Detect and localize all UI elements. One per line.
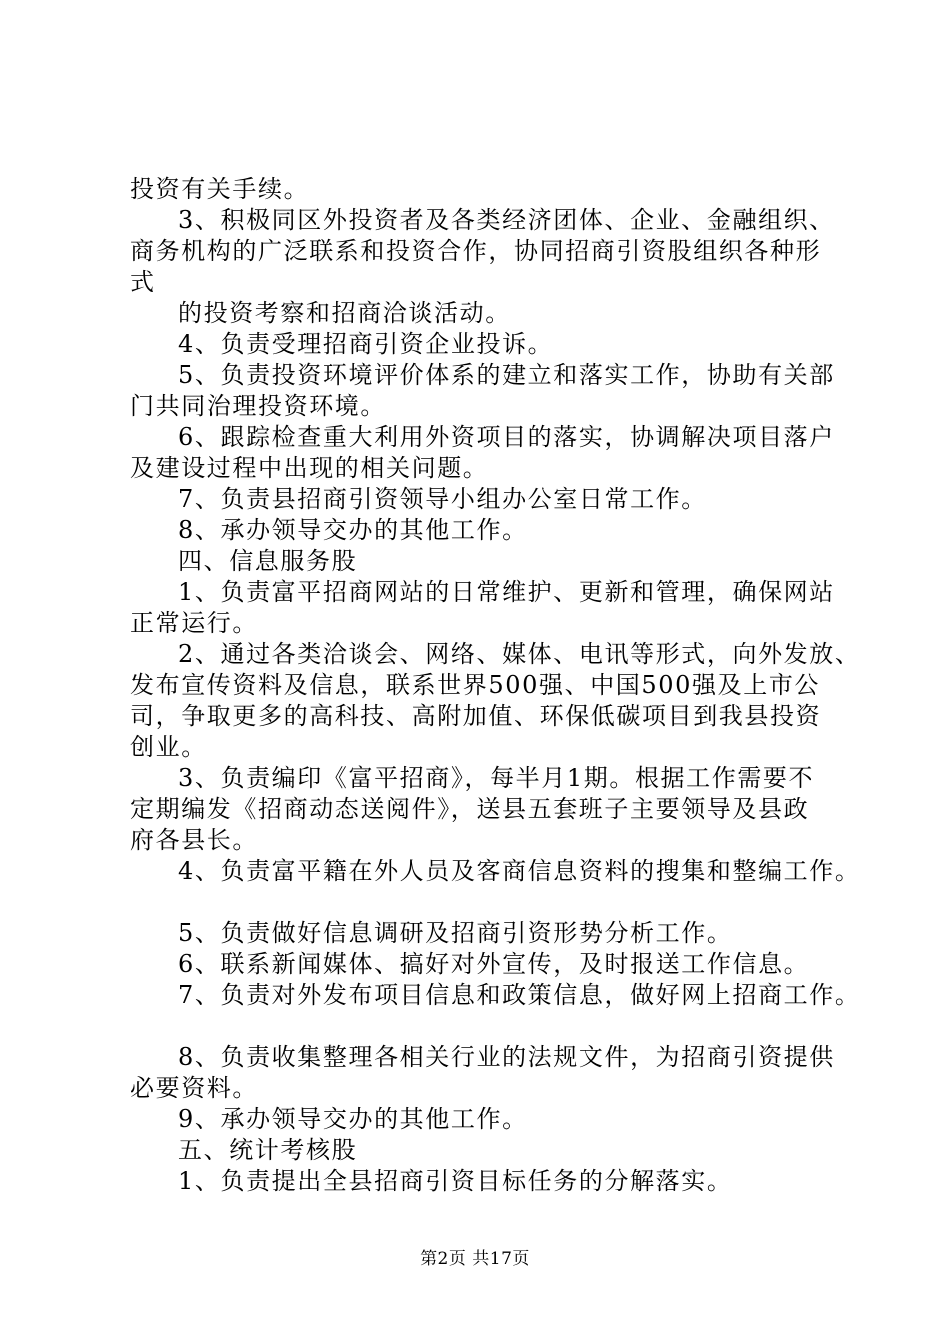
text-line: 式 <box>130 268 156 296</box>
paragraph-gap <box>130 1011 870 1042</box>
text-line: 8、负责收集整理各相关行业的法规文件，为招商引资提供 <box>178 1043 835 1071</box>
text-line: 6、联系新闻媒体、搞好对外宣传，及时报送工作信息。 <box>178 950 810 978</box>
text-line: 1、负责提出全县招商引资目标任务的分解落实。 <box>178 1167 733 1195</box>
page-number-footer: 第2页 共17页 <box>420 1249 530 1269</box>
text-line: 3、负责编印《富平招商》，每半月1期。根据工作需要不 <box>178 764 815 792</box>
text-line: 正常运行。 <box>130 609 258 637</box>
text-line: 定期编发《招商动态送阅件》，送县五套班子主要领导及县政 <box>130 795 810 823</box>
text-line: 发布宣传资料及信息，联系世界500强、中国500强及上市公 <box>130 671 821 699</box>
text-line: 5、负责做好信息调研及招商引资形势分析工作。 <box>178 919 733 947</box>
text-line: 1、负责富平招商网站的日常维护、更新和管理，确保网站 <box>178 578 835 606</box>
text-line: 3、积极同区外投资者及各类经济团体、企业、金融组织、 <box>178 206 835 234</box>
text-line: 商务机构的广泛联系和投资合作，协同招商引资股组织各种形 <box>130 237 822 265</box>
text-line: 7、负责对外发布项目信息和政策信息，做好网上招商工作。 <box>178 981 861 1009</box>
text-line: 门共同治理投资环境。 <box>130 392 386 420</box>
text-line: 5、负责投资环境评价体系的建立和落实工作，协助有关部 <box>178 361 835 389</box>
section-heading: 五、统计考核股 <box>178 1136 358 1164</box>
text-line: 2、通过各类洽谈会、网络、媒体、电讯等形式，向外发放、 <box>178 640 861 668</box>
document-body <box>130 174 870 1197</box>
text-line: 4、负责富平籍在外人员及客商信息资料的搜集和整编工作。 <box>178 857 861 885</box>
text-line: 6、跟踪检查重大利用外资项目的落实，协调解决项目落户 <box>178 423 835 451</box>
text-line: 创业。 <box>130 733 207 761</box>
text-line: 7、负责县招商引资领导小组办公室日常工作。 <box>178 485 707 513</box>
text-line: 4、负责受理招商引资企业投诉。 <box>178 330 554 358</box>
text-line: 9、承办领导交办的其他工作。 <box>178 1105 528 1133</box>
text-line: 的投资考察和招商洽谈活动。 <box>178 299 511 327</box>
text-line: 必要资料。 <box>130 1074 258 1102</box>
text-line: 府各县长。 <box>130 826 258 854</box>
section-heading: 四、信息服务股 <box>178 547 358 575</box>
text-line: 8、承办领导交办的其他工作。 <box>178 516 528 544</box>
text-line: 投资有关手续。 <box>130 175 310 203</box>
paragraph-gap <box>130 887 870 918</box>
text-line: 司，争取更多的高科技、高附加值、环保低碳项目到我县投资 <box>130 702 822 730</box>
text-line: 及建设过程中出现的相关问题。 <box>130 454 489 482</box>
